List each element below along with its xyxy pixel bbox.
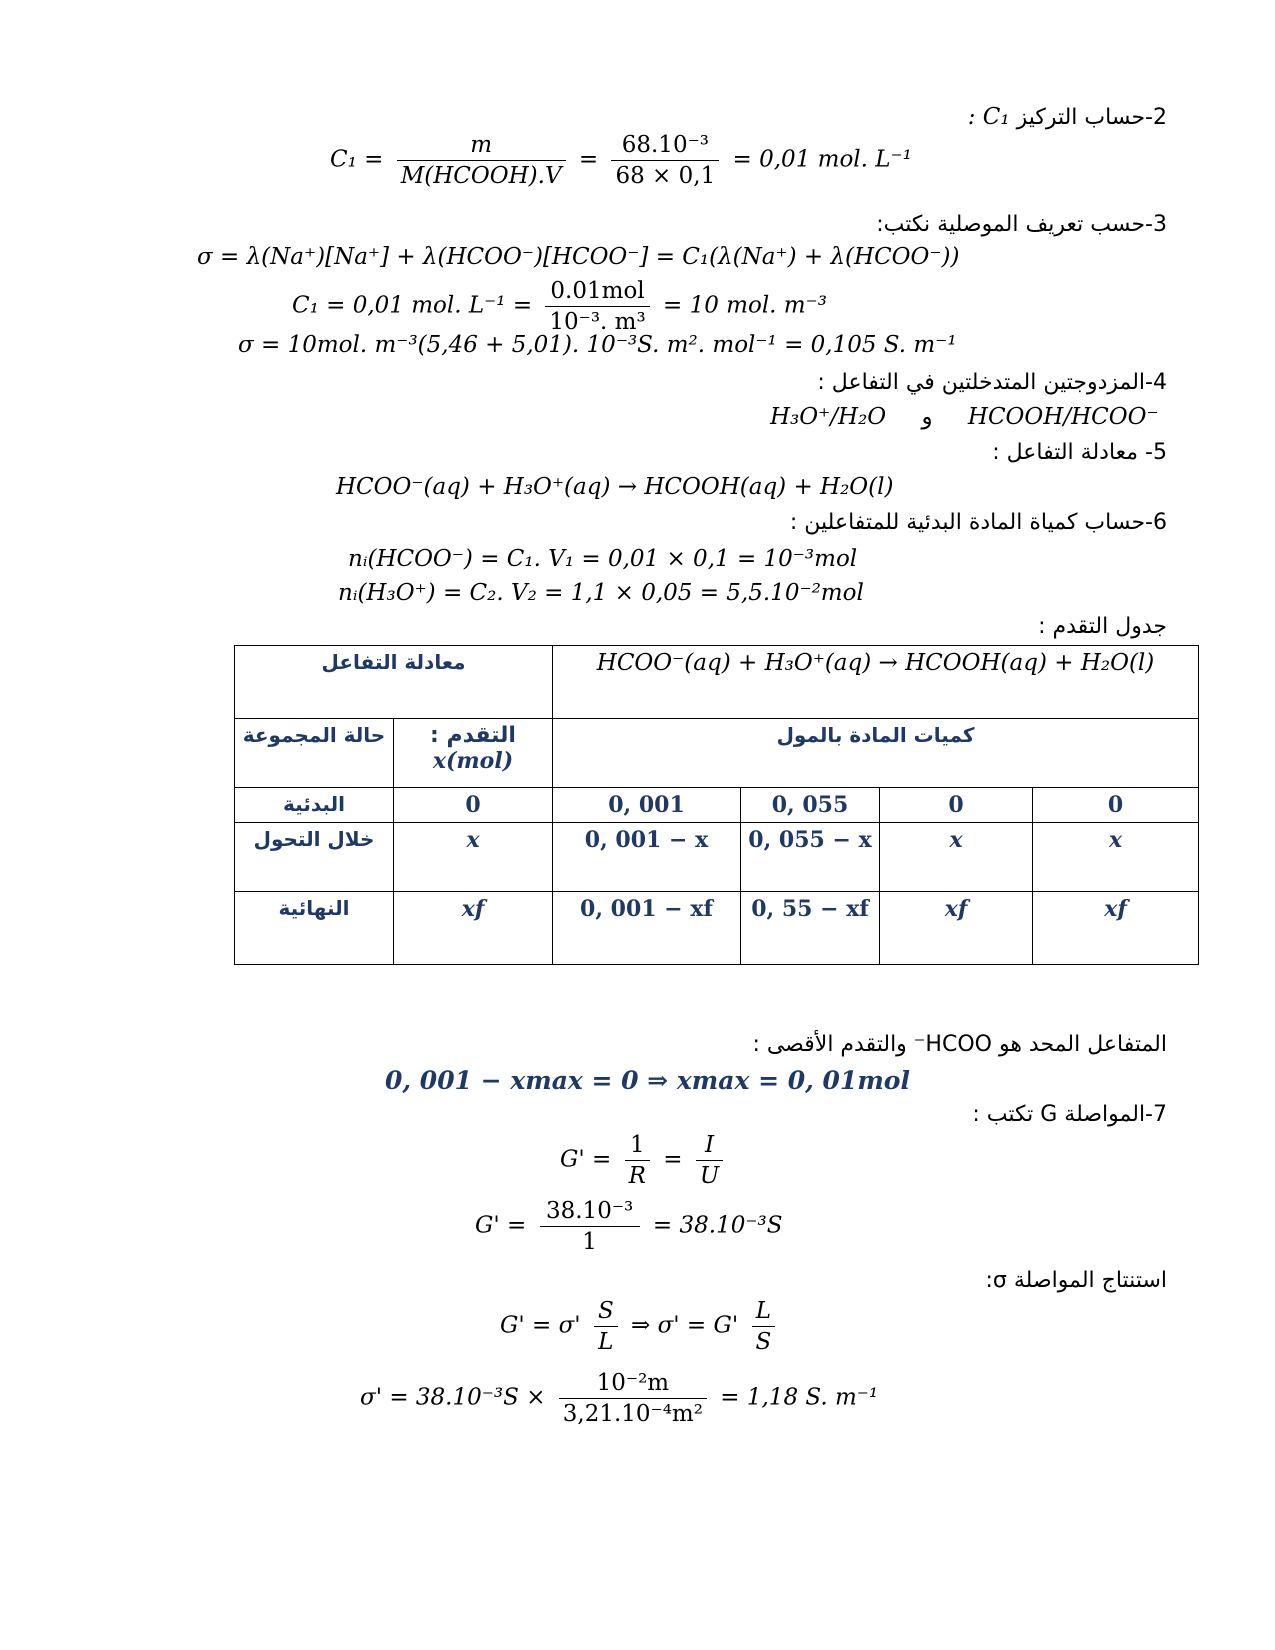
row-x: xf bbox=[394, 892, 553, 965]
limiting-reactant-text: المتفاعل المحد هو HCOO⁻ والتقدم الأقصى : bbox=[752, 1032, 1167, 1057]
xmax-equation: 0, 001 − xmax = 0 ⇒ xmax = 0, 01mol bbox=[385, 1066, 910, 1095]
table-row bbox=[235, 892, 1199, 965]
fraction-numeric: $\frac{\text{68.10⁻³}}{68 \times 0,1}$ bbox=[611, 132, 719, 189]
row-hcoo: 0, 001 bbox=[553, 787, 741, 822]
equation-c1: C₁ = $\frac{m}{\text{M(HCOOH).V}}$ = $\frac{\text{68.10⁻³}}{68 \times 0,1}$ = 0,01 mol. L⁻¹ bbox=[330, 132, 912, 189]
row-x: x bbox=[394, 823, 553, 892]
section-3-title: 3-حسب تعريف الموصلية نكتب: bbox=[876, 212, 1167, 237]
row-hcooh: x bbox=[880, 823, 1033, 892]
equation-c1-unit-conversion: C₁ = 0,01 mol. L⁻¹ = $\frac{\text{0.01mol}}{\text{10⁻³. m³}}$ = 10 mol. m⁻³ bbox=[292, 278, 827, 335]
row-hcooh: xf bbox=[880, 892, 1033, 965]
equation-sigma-prime-value: σ' = 38.10⁻³S × $\frac{\text{10⁻²m}}{\text{3,21.10⁻⁴m²}}$ = 1,18 S. m⁻¹ bbox=[360, 1370, 879, 1427]
equation-g-value: G' = $\frac{\text{38.10⁻³}}{1}$ = 38.10⁻³S bbox=[475, 1198, 783, 1255]
header-quantities: كميات المادة بالمول bbox=[553, 718, 1199, 787]
equation-n-h3o: nᵢ(H₃O⁺) = C₂. V₂ = 1,1 × 0,05 = 5,5.10⁻²mol bbox=[338, 580, 864, 606]
row-state: البدئية bbox=[235, 787, 394, 822]
equation-n-hcoo: nᵢ(HCOO⁻) = C₁. V₁ = 0,01 × 0,1 = 10⁻³mol bbox=[348, 546, 858, 572]
row-h3o: 0, 055 − x bbox=[741, 823, 880, 892]
row-h2o: 0 bbox=[1033, 787, 1199, 822]
table-row bbox=[235, 823, 1199, 892]
equation-sigma-prime: G' = σ' $\frac{S}{L}$ ⇒ σ' = G' $\frac{L}{S}$ bbox=[500, 1298, 781, 1355]
table-equation-label: معادلة التفاعل bbox=[235, 646, 553, 719]
fraction-s-over-l: $\frac{S}{L}$ bbox=[594, 1298, 618, 1355]
equation-conductivity-definition: σ = λ(Na⁺)[Na⁺] + λ(HCOO⁻)[HCOO⁻] = C₁(λ(Na⁺) + λ(HCOO⁻)) bbox=[197, 244, 960, 270]
section-5-title: 5- معادلة التفاعل : bbox=[992, 440, 1167, 465]
row-state: خلال التحول bbox=[235, 823, 394, 892]
header-advancement: التقدم : x(mol) bbox=[394, 718, 553, 787]
row-hcoo: 0, 001 − xf bbox=[553, 892, 741, 965]
row-h3o: 0, 055 bbox=[741, 787, 880, 822]
fraction-mol-over-m3: $\frac{\text{0.01mol}}{\text{10⁻³. m³}}$ bbox=[545, 278, 649, 335]
table-title: جدول التقدم : bbox=[1038, 614, 1167, 639]
section-2-title: 2-حساب التركيز C₁ : bbox=[967, 104, 1167, 130]
row-x: 0 bbox=[394, 787, 553, 822]
fraction-length-over-area: $\frac{\text{10⁻²m}}{\text{3,21.10⁻⁴m²}}$ bbox=[559, 1370, 707, 1427]
equation-g-definition: G' = $\frac{1}{R}$ = $\frac{I}{U}$ bbox=[560, 1132, 729, 1189]
fraction-1-over-r: $\frac{1}{R}$ bbox=[625, 1132, 650, 1189]
row-hcoo: 0, 001 − x bbox=[553, 823, 741, 892]
deduce-sigma-title: استنتاج المواصلة σ: bbox=[985, 1268, 1167, 1293]
fraction-l-over-s: $\frac{L}{S}$ bbox=[752, 1298, 776, 1355]
fraction-g-numeric: $\frac{\text{38.10⁻³}}{1}$ bbox=[540, 1198, 640, 1255]
advancement-table bbox=[234, 645, 1199, 965]
section-7-title: 7-المواصلة G تكتب : bbox=[972, 1102, 1167, 1127]
table-equation: HCOO⁻(aq) + H₃O⁺(aq) → HCOOH(aq) + H₂O(l) bbox=[553, 646, 1199, 719]
table-row bbox=[235, 787, 1199, 822]
fraction-m-over-mv: $\frac{m}{\text{M(HCOOH).V}}$ bbox=[397, 132, 566, 189]
row-h2o: x bbox=[1033, 823, 1199, 892]
section-6-title: 6-حساب كمياة المادة البدئية للمتفاعلين : bbox=[789, 510, 1167, 535]
header-state: حالة المجموعة bbox=[235, 718, 394, 787]
redox-pairs: H₃O⁺/H₂O و HCOOH/HCOO⁻ bbox=[770, 404, 1159, 430]
row-h3o: 0, 55 − xf bbox=[741, 892, 880, 965]
row-h2o: xf bbox=[1033, 892, 1199, 965]
section-4-title: 4-المزدوجتين المتدخلتين في التفاعل : bbox=[817, 370, 1167, 395]
fraction-i-over-u: $\frac{I}{U}$ bbox=[696, 1132, 723, 1189]
row-state: النهائية bbox=[235, 892, 394, 965]
equation-sigma-value: σ = 10mol. m⁻³(5,46 + 5,01). 10⁻³S. m². mol⁻¹ = 0,105 S. m⁻¹ bbox=[238, 332, 957, 358]
reaction-equation: HCOO⁻(aq) + H₃O⁺(aq) → HCOOH(aq) + H₂O(l) bbox=[336, 474, 894, 500]
row-hcooh: 0 bbox=[880, 787, 1033, 822]
